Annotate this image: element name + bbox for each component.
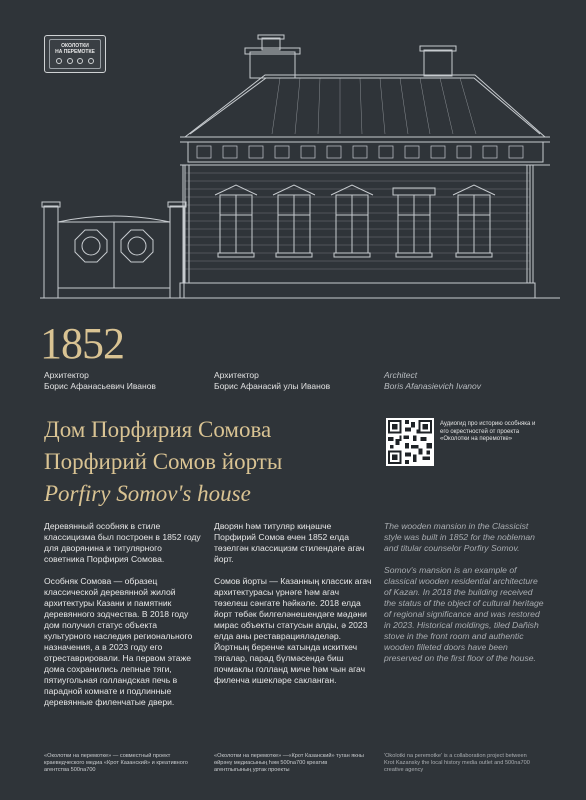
footer-ru: «Околотки на перемотке» — совместный проект краеведческого медиа «Крот Казанский» и креативного агентства 500na700 — [44, 753, 188, 773]
architect-label-en: Architect — [384, 370, 418, 380]
footer-en: 'Okolotki na peremotke' is a collaboration project between Krot Kazansky the local history media outlet and 500na700 creative agency — [384, 753, 530, 773]
title-ru: Дом Порфирия Сомова — [44, 417, 272, 442]
year-built: 1852 — [40, 319, 124, 368]
text-en-paragraph-2: Somov's mansion is an example of classical wooden residential architecture of Kazan. In 2018 the building received the status of the object of cultural heritage of regional significance and was restored in 2023. Historical moldings, tiled Dañish stove in the front room and authentic wooden filleted doors have been preserved on the first floor of the house. — [384, 565, 544, 663]
text-ru-paragraph-1: Деревянный особняк в стиле классицизма был построен в 1852 году для дворянина и титулярного советника Порфирия Сомова. — [44, 521, 201, 564]
badge-line-1: ОКОЛОТКИ — [61, 43, 89, 49]
qr-code[interactable] — [386, 418, 434, 466]
footer-tt: «Околотки на перемотке» —«Крот Казанский» туган якны өйрәнү медиасының һәм 500na700 креатив агентлыгының уртак проекты — [214, 753, 364, 773]
title-tt: Порфирий Сомов йорты — [44, 449, 283, 474]
text-tt-paragraph-1: Дворян һәм титуляр киңәшче Порфирий Сомов өчен 1852 елда төзелгән классицизм стилендәге агач йорт. — [214, 521, 365, 564]
architect-tt — [214, 370, 330, 392]
text-column-ru — [44, 521, 204, 719]
qr-caption: Аудиогид про историю особняка и его окрестностей от проекта «Околотки на перемотке» — [440, 421, 536, 442]
architect-label-ru: Архитектор — [44, 370, 89, 380]
architect-name-ru: Борис Афанасьевич Иванов — [44, 381, 156, 391]
badge-line-2: НА ПЕРЕМОТКЕ — [55, 49, 95, 55]
architect-name-tt: Борис Афанасий улы Иванов — [214, 381, 331, 391]
text-column-en — [384, 521, 544, 675]
architect-en — [384, 370, 481, 392]
text-tt-paragraph-2: Сомов йорты — Казанның классик агач архитектурасы үрнәге һәм агач төзелеш сәнгате һәйкәле. 2018 елда йорт төбәк билгеләнешендәге мәдәни мирас объекты статусын алды, ә 2023 елда аны реставрацияләделәр. Йортның беренче катында искиткеч тягалар, парад бүлмәсендә биш почмаклы голланд миче һәм чын агач филенча ишекләре сакланган. — [214, 576, 372, 685]
text-ru-paragraph-2: Особняк Сомова — образец классической деревянной жилой архитектуры Казани и памятник деревянного зодчества. В 2018 году дом получил статус объекта культурного наследия регионального назначения, а в 2023 году его отреставрировали. На первом этаже дома сохранились лепные тяги, пятиугольная голландская печь в парадной комнате и подлинные деревянные филенчатые двери. — [44, 576, 193, 707]
text-column-tt — [214, 521, 374, 697]
text-en-paragraph-1: The wooden mansion in the Classicist style was built in 1852 for the nobleman and titular counselor Porfiry Somov. — [384, 521, 535, 553]
title-en: Porfiry Somov's house — [44, 481, 251, 506]
architect-label-tt: Архитектор — [214, 370, 259, 380]
architect-name-en: Boris Afanasievich Ivanov — [384, 381, 482, 391]
house-illustration — [40, 30, 560, 320]
architect-ru — [44, 370, 156, 392]
